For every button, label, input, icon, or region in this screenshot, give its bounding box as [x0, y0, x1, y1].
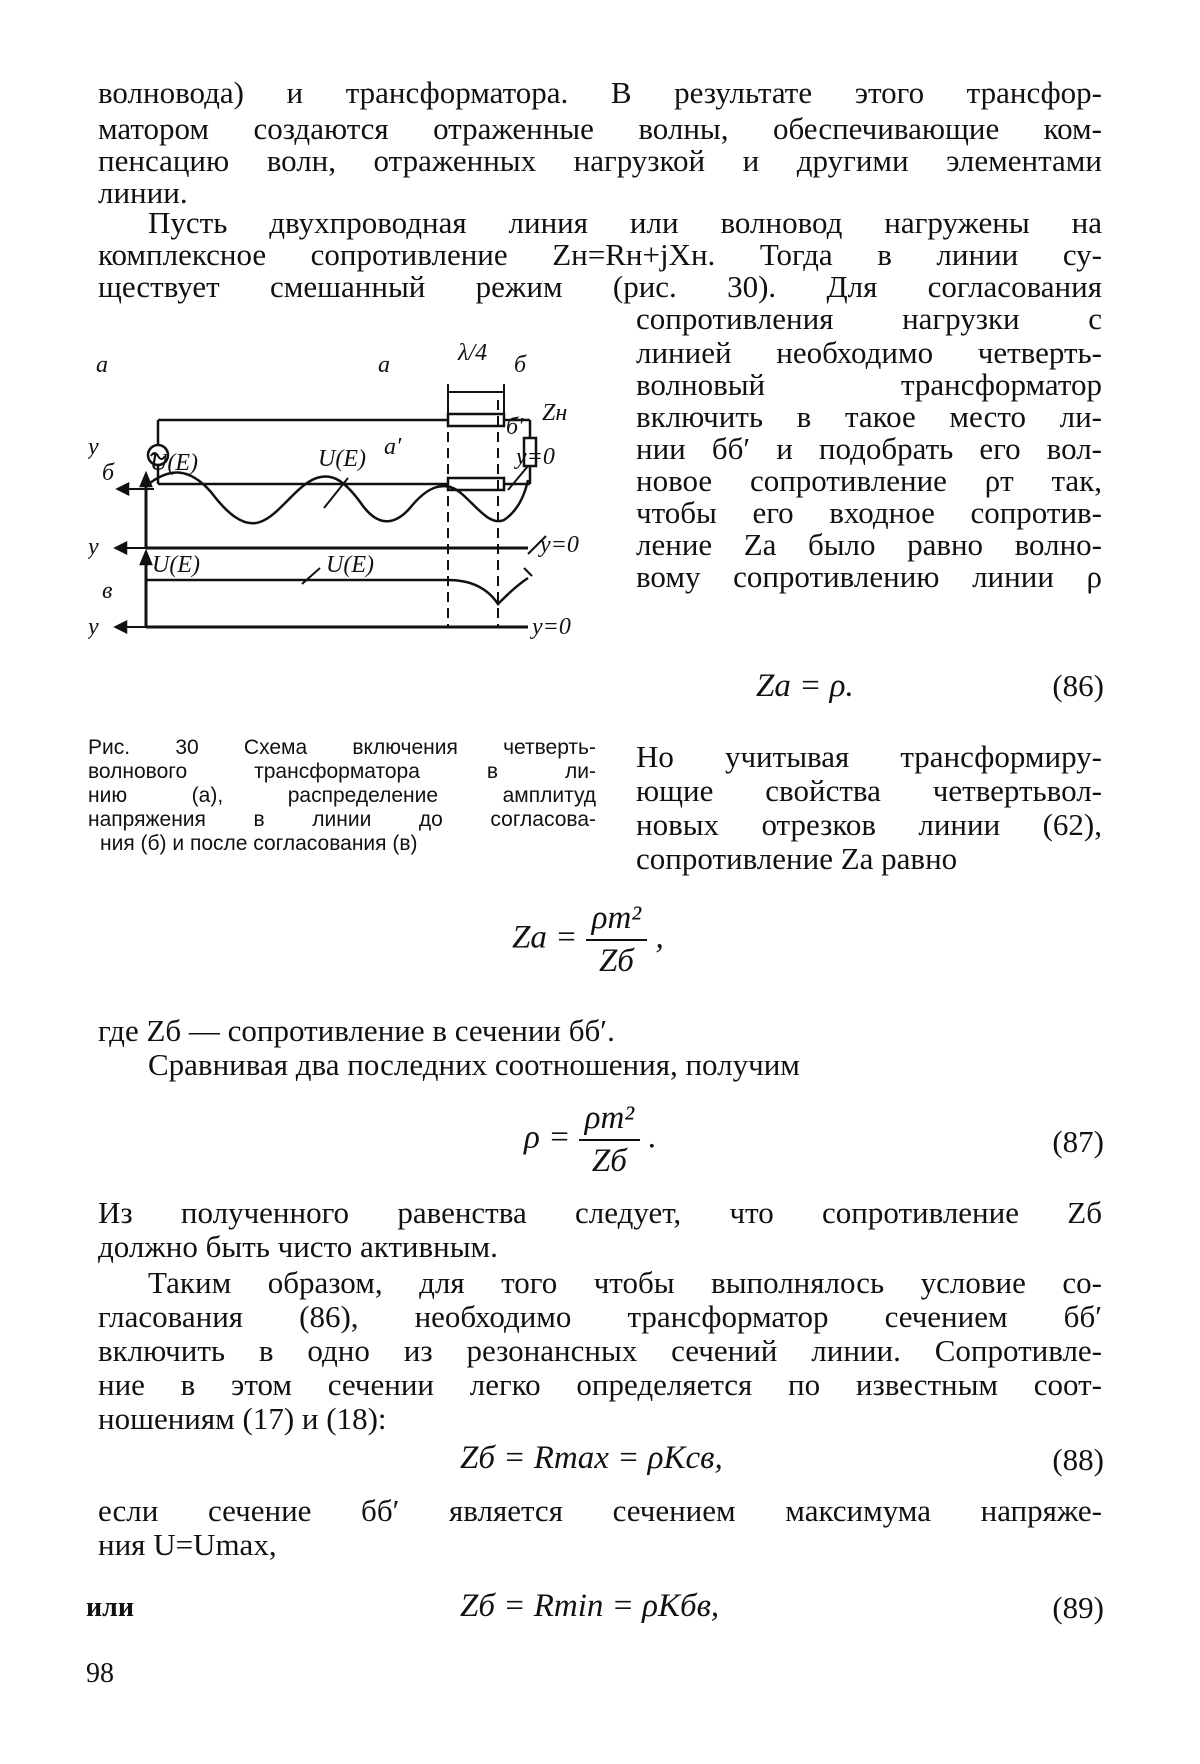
label-a-section: а	[378, 352, 390, 378]
label-ue: U(E)	[152, 552, 200, 578]
text-line: ющие свойства четвертьвол-	[636, 773, 1102, 808]
text-line: сопротивление Zа равно	[636, 841, 958, 876]
fraction-denominator: Zб	[598, 943, 634, 979]
equation-87	[524, 1100, 657, 1180]
text-line: нии бб′ и подобрать его вол-	[636, 431, 1102, 466]
equation-89: Zб = Rmin = ρKбв,	[460, 1588, 720, 1624]
equation-number-89: (89)	[1052, 1590, 1104, 1625]
equation-tail: ,	[655, 919, 664, 956]
text-line: ния U=Umax,	[98, 1527, 277, 1562]
text-line: чтобы его входное сопротив-	[636, 495, 1102, 530]
text-line: матором создаются отраженные волны, обеспечивающие ком-	[98, 111, 1102, 146]
text-line: новое сопротивление ρт так,	[636, 463, 1102, 498]
equation-88: Zб = Rmax = ρKсв,	[460, 1440, 723, 1476]
equation-number-88: (88)	[1052, 1442, 1104, 1477]
label-a: а	[96, 352, 108, 378]
equation-number-87: (87)	[1052, 1124, 1104, 1159]
arrowhead	[118, 484, 128, 494]
text-line: Пусть двухпроводная линия или волновод нагружены на	[148, 205, 1102, 240]
fraction	[586, 900, 648, 980]
text-line: Из полученного равенства следует, что сопротивление Zб	[98, 1195, 1102, 1230]
text-line: линии.	[98, 175, 188, 210]
text-line: линией необходимо четверть-	[636, 335, 1102, 370]
text-line: комплексное сопротивление Zн=Rн+jXн. Тогда в линии су-	[98, 237, 1102, 272]
fraction-numerator: ρт²	[579, 1100, 641, 1141]
leader-line	[302, 568, 320, 584]
arrowhead	[141, 552, 151, 564]
text-line: должно быть чисто активным.	[98, 1229, 498, 1264]
label-v: в	[102, 578, 113, 604]
label-b-section: б	[514, 352, 527, 378]
text-line: ношениям (17) и (18):	[98, 1401, 387, 1436]
text-line: вому сопротивлению линии ρ	[636, 559, 1102, 594]
text-line: ние в этом сечении легко определяется по известным соот-	[98, 1367, 1102, 1402]
label-a-prime: а′	[384, 434, 402, 460]
label-b-prime: б′	[506, 414, 524, 440]
page-number: 98	[86, 1658, 114, 1689]
text-line: ление Zа было равно волно-	[636, 527, 1102, 562]
equation-86: Zа = ρ.	[756, 668, 854, 704]
fraction	[579, 1100, 641, 1180]
label-y: у	[88, 534, 99, 560]
voltage-curve-after	[146, 578, 528, 604]
equation-za	[512, 900, 664, 980]
equation-number-86: (86)	[1052, 668, 1104, 703]
figure-caption-line: Рис. 30 Схема включения четверть-	[88, 736, 596, 759]
text-line: новых отрезков линии (62),	[636, 807, 1102, 842]
text-line: Но учитывая трансформиру-	[636, 739, 1102, 774]
label-b: б	[102, 460, 115, 486]
text-line: волновода) и трансформатора. В результате этого трансфор-	[98, 75, 1102, 110]
arrowhead	[116, 622, 126, 632]
figure-caption-line: нию (а), распределение амплитуд	[88, 784, 596, 807]
equation-tail: .	[648, 1119, 657, 1156]
figure-30-diagram	[88, 340, 628, 730]
text-line: включить в такое место ли-	[636, 399, 1102, 434]
text-line: гласования (86), необходимо трансформатор сечением бб′	[98, 1299, 1102, 1334]
voltage-curve-before	[146, 472, 528, 523]
label-ue: U(E)	[318, 446, 366, 472]
text-line: Сравнивая два последних соотношения, получим	[148, 1047, 800, 1082]
text-line: если сечение бб′ является сечением максимума напряже-	[98, 1493, 1102, 1528]
label-y0: у=0	[532, 614, 571, 640]
text-line: ществует смешанный режим (рис. 30). Для согласования	[98, 269, 1102, 304]
arrowhead	[116, 543, 126, 553]
text-line: пенсацию волн, отраженных нагрузкой и другими элементами	[98, 143, 1102, 178]
label-y0: у=0	[516, 444, 555, 470]
figure-caption-line: ния (б) и после согласования (в)	[100, 832, 418, 855]
fraction-denominator: Zб	[591, 1143, 627, 1179]
label-y: у	[88, 614, 99, 640]
text-line: волновый трансформатор	[636, 367, 1102, 402]
transformer-block-top	[448, 414, 504, 426]
text-line: сопротивления нагрузки с	[636, 301, 1102, 336]
figure-caption-line: волнового трансформатора в ли-	[88, 760, 596, 783]
label-y: у	[88, 434, 99, 460]
equation-lhs: Zа =	[512, 919, 578, 956]
figure-caption-line: напряжения в линии до согласова-	[88, 808, 596, 831]
label-zn: Zн	[542, 400, 568, 426]
text-line: включить в одно из резонансных сечений линии. Сопротивле-	[98, 1333, 1102, 1368]
text-line: где Zб — сопротивление в сечении бб′.	[98, 1013, 615, 1048]
leader-line	[524, 568, 532, 576]
label-y0: у=0	[540, 532, 579, 558]
equation-lhs: ρ =	[524, 1119, 571, 1156]
label-ue: U(E)	[150, 450, 198, 476]
fraction-numerator: ρт²	[586, 900, 648, 941]
text-line: Таким образом, для того чтобы выполнялось условие со-	[148, 1265, 1102, 1300]
transformer-block-bottom	[448, 478, 504, 490]
leader-line	[324, 478, 348, 508]
word-or: или	[86, 1592, 134, 1623]
label-quarter-wave: λ/4	[458, 340, 488, 366]
label-ue: U(E)	[326, 552, 374, 578]
